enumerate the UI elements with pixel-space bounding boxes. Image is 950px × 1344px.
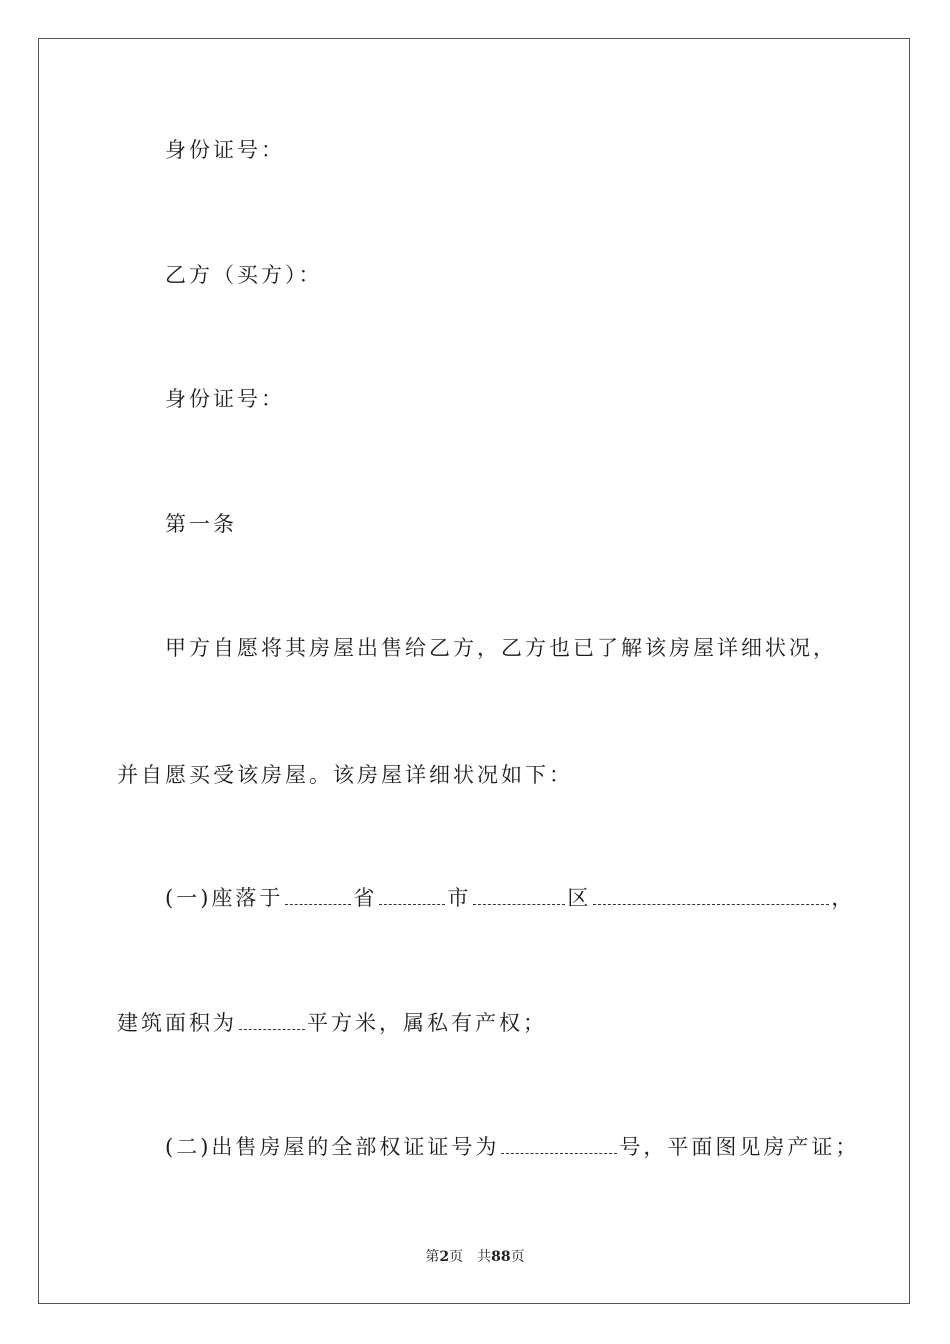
item-1-end: ， [831, 886, 856, 910]
area-prefix: 建筑面积为 [117, 1011, 237, 1035]
item-2-prefix: (二)出售房屋的全部权证证号为 [165, 1135, 500, 1159]
paragraph-1-line-2: 并自愿买受该房屋。该房屋详细状况如下： [117, 763, 573, 787]
paragraph-1-line-1: 甲方自愿将其房屋出售给乙方，乙方也已了解该房屋详细状况， [165, 636, 837, 660]
district-label: 区 [567, 886, 592, 910]
certificate-number-blank[interactable] [501, 1137, 617, 1154]
item-2-suffix: 号，平面图见房产证； [619, 1135, 860, 1159]
item-1-location [165, 884, 855, 912]
total-unit: 页 [510, 1249, 525, 1265]
buyer-id-label: 身份证号： [165, 387, 285, 411]
page-border [38, 38, 910, 1304]
area-blank[interactable] [239, 1013, 305, 1030]
city-blank[interactable] [379, 888, 445, 905]
district-blank[interactable] [473, 888, 565, 905]
province-blank[interactable] [285, 888, 351, 905]
page-footer [0, 1246, 950, 1266]
item-1-prefix: (一)座落于 [165, 886, 284, 910]
total-pages-number: 88 [491, 1249, 511, 1265]
current-page-number: 2 [439, 1249, 450, 1265]
footer-prefix: 第 [425, 1249, 440, 1265]
item-1-area [117, 1009, 547, 1037]
seller-id-label: 身份证号： [165, 138, 285, 162]
article-1-heading: 第一条 [165, 512, 237, 536]
total-prefix: 共 [477, 1249, 492, 1265]
page-unit: 页 [449, 1249, 464, 1265]
city-label: 市 [447, 886, 472, 910]
area-suffix: 平方米，属私有产权； [307, 1011, 547, 1035]
address-blank[interactable] [593, 888, 829, 905]
item-2-certificate [165, 1133, 859, 1161]
buyer-label: 乙方（买方）： [165, 263, 323, 287]
province-label: 省 [353, 886, 378, 910]
